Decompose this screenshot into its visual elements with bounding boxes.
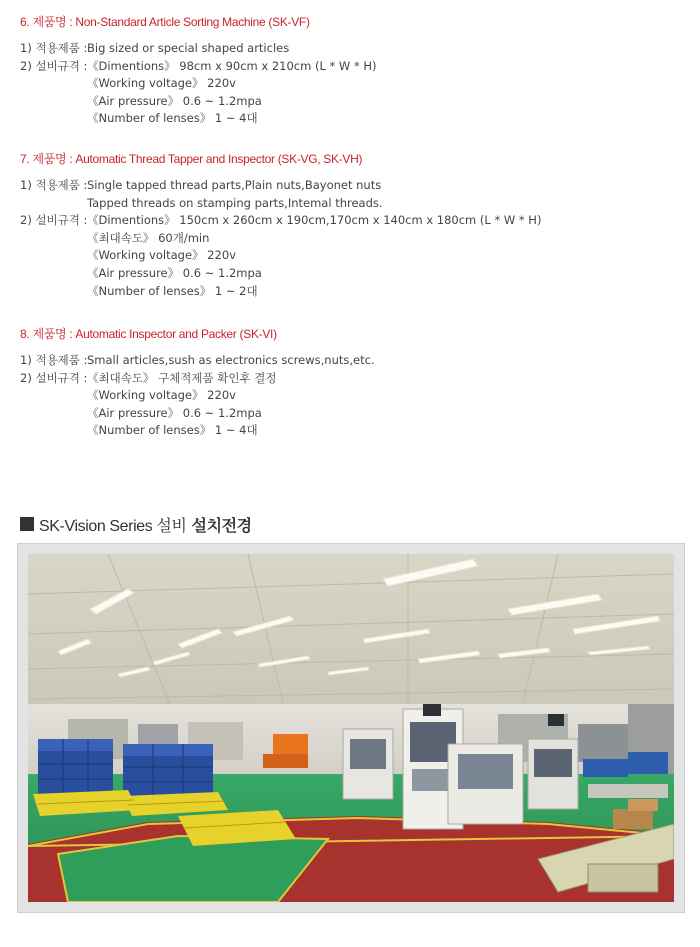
product-section-7 [20,151,690,300]
spec-row [20,40,690,58]
spec-row [20,177,690,195]
ceiling [28,554,674,724]
spec-label [20,110,87,128]
spec-row [20,370,690,388]
spec-label [20,387,87,405]
spec-label: 2) 설비규격 : [20,213,88,228]
heading-strong: 설치전경 [191,517,252,535]
spec-value: 《Air pressure》 0.6 ~ 1.2mpa [87,93,262,108]
monitor-icon [423,704,441,716]
spec-row [20,352,690,370]
spec-value: 《Working voltage》 220v [87,248,236,263]
spec-row [20,58,690,76]
factory-floor-illustration [28,554,674,902]
spec-label: 2) 설비규격 : [20,370,88,385]
cardboard-boxes [613,809,653,829]
spec-label: 1) 적용제품 : [20,178,88,192]
spec-value: 《Number of lenses》 1 ~ 2대 [87,283,258,298]
spec-value: Tapped threads on stamping parts,Intemal threads. [87,195,383,210]
spec-value: 《Working voltage》 220v [87,388,236,403]
spec-value: 《Air pressure》 0.6 ~ 1.2mpa [87,265,262,280]
factory-installation-photo [28,554,674,902]
heading-prefix: SK-Vision Series 설비 [39,517,187,535]
spec-list [20,352,690,440]
spec-value: 《Number of lenses》 1 ~ 4대 [87,111,258,126]
spec-row [20,422,690,440]
spec-row [20,283,690,301]
product-title: 6. 제품명 : Non-Standard Article Sorting Machine (SK-VF) [20,15,310,29]
spec-row [20,110,690,128]
product-title: 7. 제품명 : Automatic Thread Tapper and Inspector (SK-VG, SK-VH) [20,152,363,166]
spec-value: 《Number of lenses》 1 ~ 4대 [87,423,258,438]
spec-label [20,247,87,265]
spec-row [20,230,690,248]
spec-label [20,230,87,248]
spec-value: Small articles,sush as electronics screws,nuts,etc. [87,353,375,367]
spec-label: 1) 적용제품 : [20,353,88,367]
spec-value: 《Air pressure》 0.6 ~ 1.2mpa [87,405,262,420]
spec-row [20,195,690,213]
spec-label [20,75,87,93]
spec-row [20,265,690,283]
spec-row [20,75,690,93]
spec-value: Big sized or special shaped articles [87,41,290,55]
product-title: 8. 제품명 : Automatic Inspector and Packer (SK-VI) [20,327,277,341]
install-view-heading [20,514,252,534]
spec-value: 《Dimentions》 150cm x 260cm x 190cm,170cm x 140cm x 180cm (L * W * H) [87,213,542,228]
spec-value: Single tapped thread parts,Plain nuts,Bayonet nuts [87,178,382,192]
spec-label [20,93,87,111]
blue-crate-stacks [38,739,213,796]
monitor-icon [548,714,564,726]
spec-label [20,405,87,423]
spec-label [20,265,87,283]
spec-label: 2) 설비규격 : [20,58,88,73]
spec-row [20,212,690,230]
spec-list [20,177,690,300]
product-section-8 [20,326,690,440]
spec-row [20,93,690,111]
spec-value: 《최대속도》 구체적제품 확인후 결정 [87,370,277,385]
spec-row [20,247,690,265]
spec-list [20,40,690,128]
spec-label [20,422,87,440]
spec-label [20,195,87,213]
spec-label [20,283,87,301]
spec-value: 《Dimentions》 98cm x 90cm x 210cm (L * W * H) [87,58,377,73]
orange-crates [273,734,308,756]
product-section-6 [20,14,690,128]
spec-row [20,405,690,423]
spec-row [20,387,690,405]
spec-value: 《Working voltage》 220v [87,76,236,91]
spec-label: 1) 적용제품 : [20,41,88,55]
square-bullet-icon [20,517,34,531]
spec-value: 《최대속도》 60개/min [87,230,210,245]
photo-frame [17,543,685,913]
